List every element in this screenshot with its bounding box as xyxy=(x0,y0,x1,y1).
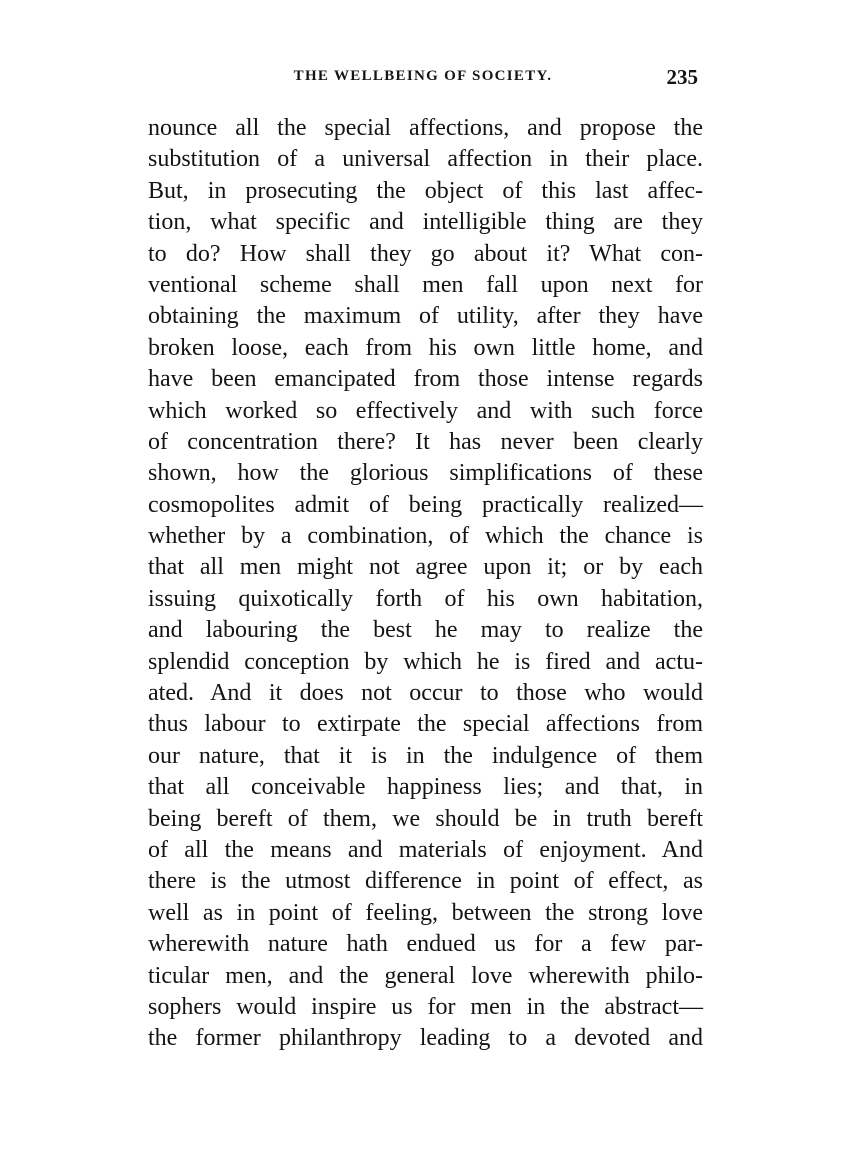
text-line: ticular men, and the general love wherewith philo- xyxy=(148,962,703,989)
text-line: to do? How shall they go about it? What con- xyxy=(148,240,703,267)
text-line: substitution of a universal affection in their place. xyxy=(148,146,703,173)
text-line: our nature, that it is in the indulgence of them xyxy=(148,742,703,769)
text-line: ventional scheme shall men fall upon next for xyxy=(148,271,703,298)
text-line: of all the means and materials of enjoyment. And xyxy=(148,836,703,863)
running-head xyxy=(148,65,698,94)
text-line: which worked so effectively and with such force xyxy=(148,397,703,424)
text-line: and labouring the best he may to realize the xyxy=(148,617,703,644)
text-line: tion, what specific and intelligible thing are they xyxy=(148,209,703,236)
text-line: whether by a combination, of which the chance is xyxy=(148,523,703,550)
text-line: the former philanthropy leading to a devoted and xyxy=(148,1025,703,1052)
text-line: sophers would inspire us for men in the abstract— xyxy=(148,993,703,1020)
text-line: of concentration there? It has never been clearly xyxy=(148,428,703,455)
text-line: there is the utmost difference in point of effect, as xyxy=(148,868,703,895)
text-line: issuing quixotically forth of his own habitation, xyxy=(148,585,703,612)
text-line: being bereft of them, we should be in truth bereft xyxy=(148,805,703,832)
text-line: have been emancipated from those intense regards xyxy=(148,366,703,393)
text-line: obtaining the maximum of utility, after they have xyxy=(148,303,703,330)
text-line: broken loose, each from his own little home, and xyxy=(148,334,703,361)
text-line: splendid conception by which he is fired and actu- xyxy=(148,648,703,675)
text-line: cosmopolites admit of being practically realized— xyxy=(148,491,703,518)
text-line: nounce all the special affections, and propose the xyxy=(148,115,703,141)
text-line: ated. And it does not occur to those who would xyxy=(148,680,703,707)
text-line: well as in point of feeling, between the strong love xyxy=(148,899,703,926)
text-line: wherewith nature hath endued us for a few par- xyxy=(148,931,703,958)
page-number: 235 xyxy=(666,65,698,89)
text-line: that all conceivable happiness lies; and that, in xyxy=(148,774,703,801)
text-line: that all men might not agree upon it; or by each xyxy=(148,554,703,581)
body-text xyxy=(148,113,703,1055)
text-line: thus labour to extirpate the special affections from xyxy=(148,711,703,738)
text-line: shown, how the glorious simplifications of these xyxy=(148,460,703,487)
text-line: But, in prosecuting the object of this last affec- xyxy=(148,177,703,204)
running-title: THE WELLBEING OF SOCIETY. xyxy=(293,68,553,84)
